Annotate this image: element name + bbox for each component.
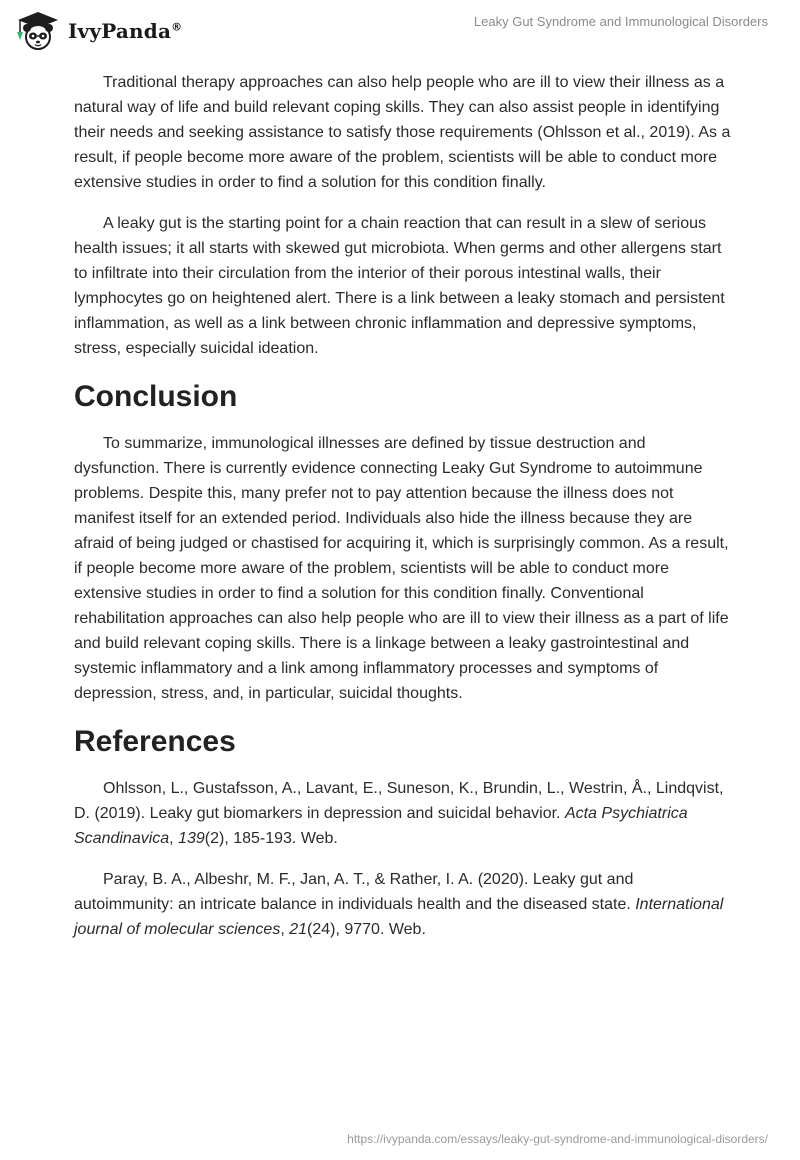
logo-wordmark: IvyPanda® (68, 19, 183, 43)
reference-item: Ohlsson, L., Gustafsson, A., Lavant, E., Suneson, K., Brundin, L., Westrin, Å., Lindqvist, D. (2019). Leaky gut biomarkers in depression and suicidal behavior. Acta Psychiatrica Scandinavica, 139(2), 185-193. Web. (74, 780, 724, 847)
source-url-link[interactable]: https://ivypanda.com/essays/leaky-gut-syndrome-and-immunological-disorders/ (347, 1132, 768, 1146)
page-header (0, 0, 800, 60)
reference-journal: International journal of molecular sciences (74, 896, 724, 938)
reference-item: Paray, B. A., Albeshr, M. F., Jan, A. T., & Rather, I. A. (2020). Leaky gut and autoimmunity: an intricate balance in individuals health and the diseased state. International journal of molecular sciences, 21(24), 9770. Web. (74, 871, 724, 938)
document-title: Leaky Gut Syndrome and Immunological Disorders (473, 14, 768, 29)
conclusion-paragraph: To summarize, immunological illnesses are defined by tissue destruction and dysfunction. There is currently evidence connecting Leaky Gut Syndrome to autoimmune problems. Despite this, many prefer not to pay attention because the illness does not manifest itself for an extended period. Individuals also hide the illness because they are afraid of being judged or chastised for acquiring it, which is surprisingly common. As a result, if people become more aware of the problem, scientists will be able to conduct more extensive studies in order to find a solution for this condition finally. Conventional rehabilitation approaches can also help people who are ill to view their illness as a part of life and build relevant coping skills. There is a linkage between a leaky gastrointestinal and systemic inflammatory and a link among inflammatory processes and symptoms of depression, stress, and, in particular, suicidal thoughts. (74, 435, 729, 702)
references-heading: References (74, 725, 236, 758)
ivypanda-logo-link[interactable] (14, 10, 182, 50)
panda-logo-icon (14, 10, 62, 50)
conclusion-heading: Conclusion (74, 380, 238, 413)
body-paragraph: Traditional therapy approaches can also help people who are ill to view their illness as a natural way of life and build relevant coping skills. They can also assist people in identifying their needs and seeking assistance to satisfy those requirements (Ohlsson et al., 2019). As a result, if people become more aware of the problem, scientists will be able to conduct more extensive studies in order to find a solution for this condition finally. (74, 74, 731, 191)
essay-content (74, 70, 734, 958)
body-paragraph: A leaky gut is the starting point for a chain reaction that can result in a slew of serious health issues; it all starts with skewed gut microbiota. When germs and other allergens start to infiltrate into their circulation from the interior of their porous intestinal walls, their lymphocytes go on heightened alert. There is a link between a leaky stomach and persistent inflammation, as well as a link between chronic inflammation and depressive symptoms, stress, especially suicidal ideation. (74, 215, 725, 357)
reference-volume: 21 (289, 921, 308, 938)
reference-journal: Acta Psychiatrica Scandinavica (74, 805, 688, 847)
reference-volume: 139 (178, 830, 205, 847)
